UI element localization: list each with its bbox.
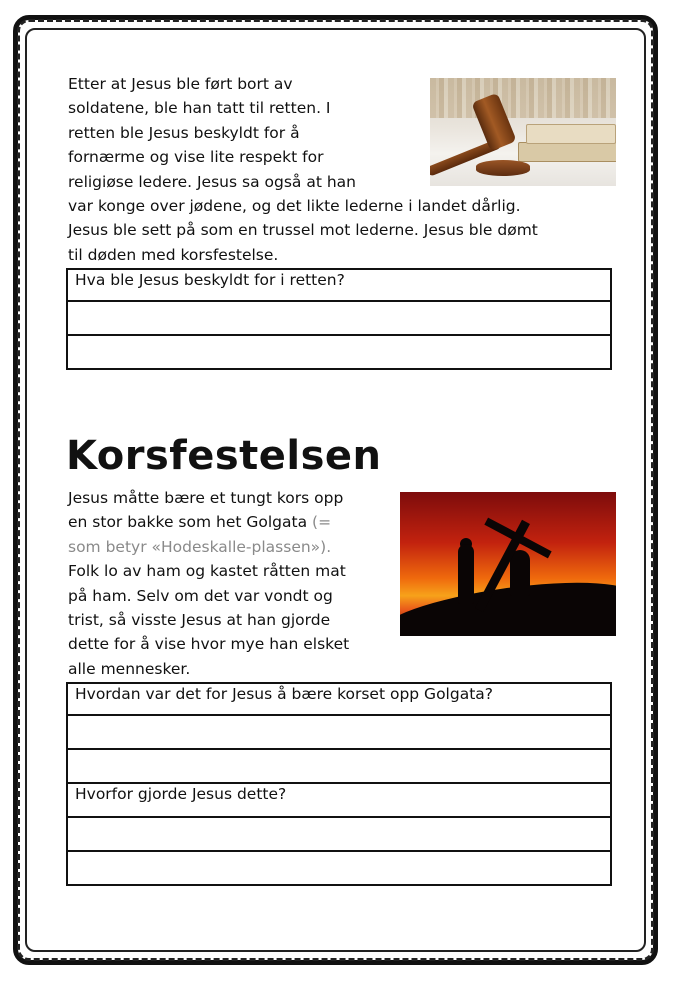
text-line: soldatene, ble han tatt til retten. I <box>68 99 331 118</box>
text-line <box>68 535 349 559</box>
text-segment-gray: (= <box>312 513 332 532</box>
text-line: trist, så visste Jesus at han gjorde <box>68 611 331 630</box>
text-line: var konge over jødene, og det likte lederne i landet dårlig. <box>68 197 521 216</box>
text-line <box>68 510 349 534</box>
answer-table-1 <box>66 268 612 370</box>
text-line: Jesus ble sett på som en trussel mot lederne. Jesus ble dømt <box>68 221 538 240</box>
text-line: religiøse ledere. Jesus sa også at han <box>68 172 356 191</box>
text-segment: en stor bakke som het Golgata <box>68 513 308 532</box>
question-text: Hva ble Jesus beskyldt for i retten? <box>75 271 345 289</box>
text-line: på ham. Selv om det var vondt og <box>68 586 333 605</box>
question-text: Hvorfor gjorde Jesus dette? <box>75 785 287 803</box>
section2-paragraph <box>68 486 349 681</box>
text-line: retten ble Jesus beskyldt for å <box>68 123 300 142</box>
answer-line[interactable] <box>66 818 612 852</box>
answer-line[interactable] <box>66 852 612 886</box>
text-segment-gray: som betyr «Hodeskalle-plassen» <box>68 537 321 556</box>
question-text: Hvordan var det for Jesus å bære korset opp Golgata? <box>75 685 494 703</box>
gavel-icon <box>430 78 616 186</box>
text-line: Etter at Jesus ble ført bort av <box>68 75 293 93</box>
answer-line[interactable] <box>66 716 612 750</box>
text-line: alle mennesker. <box>68 659 191 678</box>
text-line: til døden med korsfestelse. <box>68 245 279 264</box>
answer-line[interactable] <box>66 750 612 784</box>
question-row <box>66 268 612 302</box>
question-row <box>66 682 612 716</box>
section-heading: Korsfestelsen <box>66 433 382 479</box>
text-line: Jesus måtte bære et tungt kors opp <box>68 489 344 507</box>
question-row <box>66 784 612 818</box>
answer-table-2 <box>66 682 612 886</box>
text-line: Folk lo av ham og kastet råtten mat <box>68 562 346 581</box>
text-line: fornærme og vise lite respekt for <box>68 148 324 167</box>
answer-line[interactable] <box>66 336 612 370</box>
crucifixion-silhouette-icon <box>400 492 616 636</box>
answer-line[interactable] <box>66 302 612 336</box>
text-segment-gray: ). <box>320 537 332 556</box>
text-line: dette for å vise hvor mye han elsket <box>68 635 350 654</box>
